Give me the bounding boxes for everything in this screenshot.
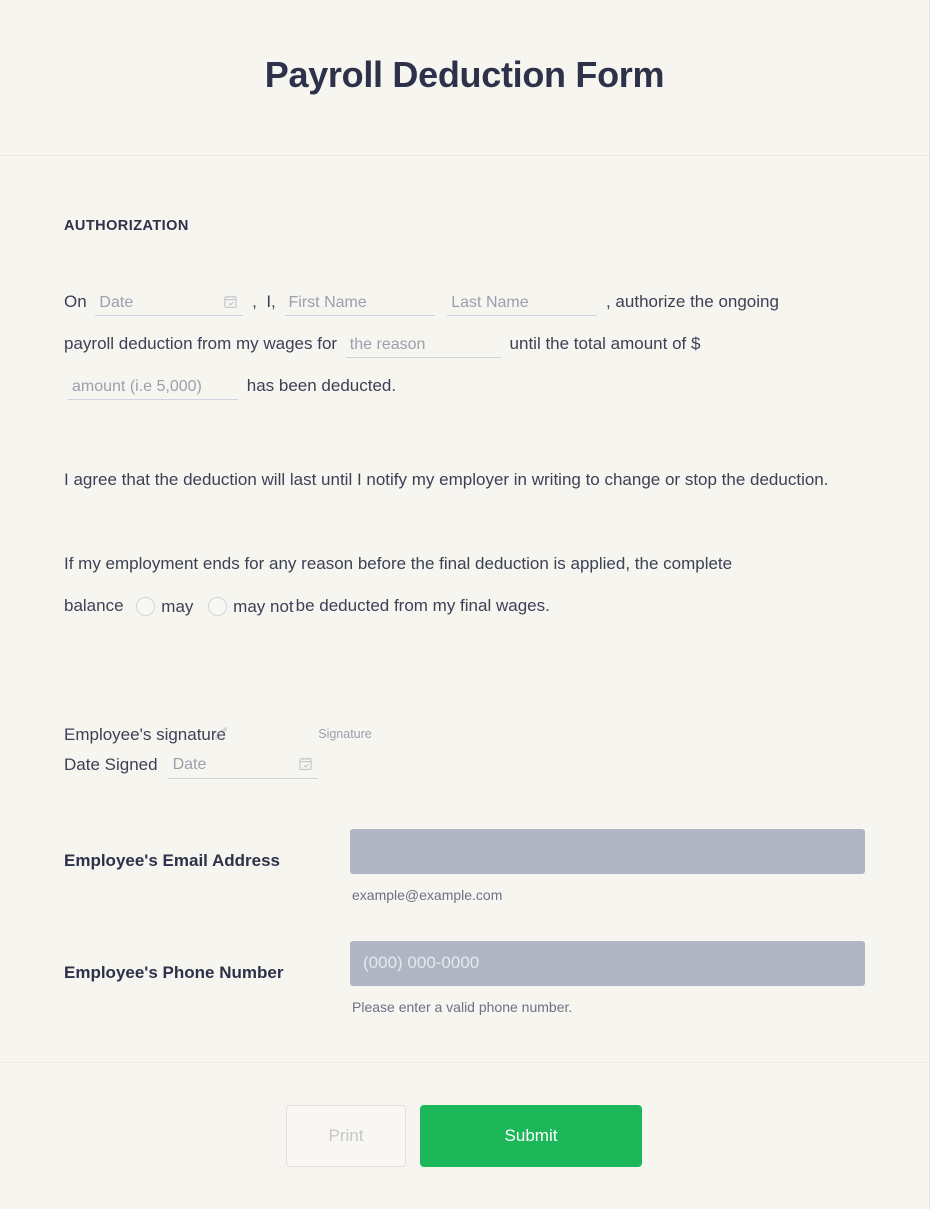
radio-label-may-not: may not	[233, 596, 294, 616]
form-header	[0, 0, 929, 156]
phone-label: Employee's Phone Number	[64, 962, 284, 982]
calendar-check-icon	[298, 756, 313, 771]
authorization-statement	[64, 281, 865, 407]
authorization-text-until: until the total amount of $	[509, 334, 701, 353]
page-title: Payroll Deduction Form	[264, 53, 665, 95]
agreement-notice-text: I agree that the deduction will last until I notify my employer in writing to change or stop the deduction.	[64, 470, 829, 489]
calendar-check-icon	[223, 294, 238, 309]
last-name-placeholder: Last Name	[451, 294, 529, 311]
amount-placeholder: amount (i.e 5,000)	[72, 378, 202, 395]
email-field[interactable]	[350, 829, 865, 874]
email-row	[64, 829, 865, 903]
email-label: Employee's Email Address	[64, 850, 281, 870]
phone-hint: Please enter a valid phone number.	[352, 998, 573, 1015]
form-body	[0, 156, 929, 1015]
phone-field[interactable]	[350, 941, 865, 986]
agreement-termination-line1: If my employment ends for any reason before the final deduction is applied, the complete	[64, 554, 733, 573]
radio-circle-may[interactable]	[136, 597, 155, 616]
print-button[interactable]: Print	[286, 1105, 406, 1167]
agreement-termination-line2	[64, 585, 865, 628]
authorization-text-deducted: has been deducted.	[246, 376, 397, 395]
last-name-input[interactable]	[447, 289, 597, 316]
phone-field-col	[350, 941, 865, 1015]
first-name-input[interactable]	[285, 289, 435, 316]
form-footer	[0, 1062, 928, 1208]
reason-input[interactable]	[346, 331, 501, 358]
agreement-termination-prefix: balance	[64, 596, 124, 615]
section-heading-authorization: AUTHORIZATION	[64, 218, 189, 234]
first-name-placeholder: First Name	[288, 294, 367, 311]
authorization-text-on: On	[64, 292, 87, 311]
date-signed-input[interactable]	[168, 751, 318, 779]
phone-row	[64, 941, 865, 1015]
signature-caption: Signature	[318, 726, 372, 741]
signature-input-wrap	[235, 721, 455, 741]
date-signed-row	[64, 751, 865, 779]
email-hint: example@example.com	[352, 886, 503, 903]
authorization-text-comma-i: , I,	[252, 292, 276, 311]
signature-block	[64, 721, 865, 779]
radio-option-may-not[interactable]	[208, 586, 293, 628]
authorization-date-input[interactable]	[95, 289, 243, 316]
authorization-text-authorize-line2: payroll deduction from my wages for	[64, 334, 338, 353]
email-field-col	[350, 829, 865, 903]
radio-circle-may-not[interactable]	[208, 597, 227, 616]
reason-placeholder: the reason	[349, 336, 426, 353]
signature-pen-icon	[213, 725, 229, 741]
signature-row	[64, 721, 865, 749]
radio-option-may[interactable]	[136, 586, 193, 628]
submit-button[interactable]: Submit	[420, 1105, 642, 1167]
radio-label-may: may	[161, 596, 194, 616]
amount-input[interactable]	[68, 373, 238, 400]
authorization-date-placeholder: Date	[99, 294, 134, 311]
authorization-text-authorize-line1: , authorize the ongoing	[605, 292, 779, 311]
date-signed-label: Date Signed	[64, 754, 158, 774]
date-signed-placeholder: Date	[172, 755, 207, 773]
agreement-termination	[64, 543, 865, 628]
signature-label: Employee's signature	[64, 724, 226, 744]
agreement-termination-suffix: be deducted from my final wages.	[295, 596, 550, 615]
